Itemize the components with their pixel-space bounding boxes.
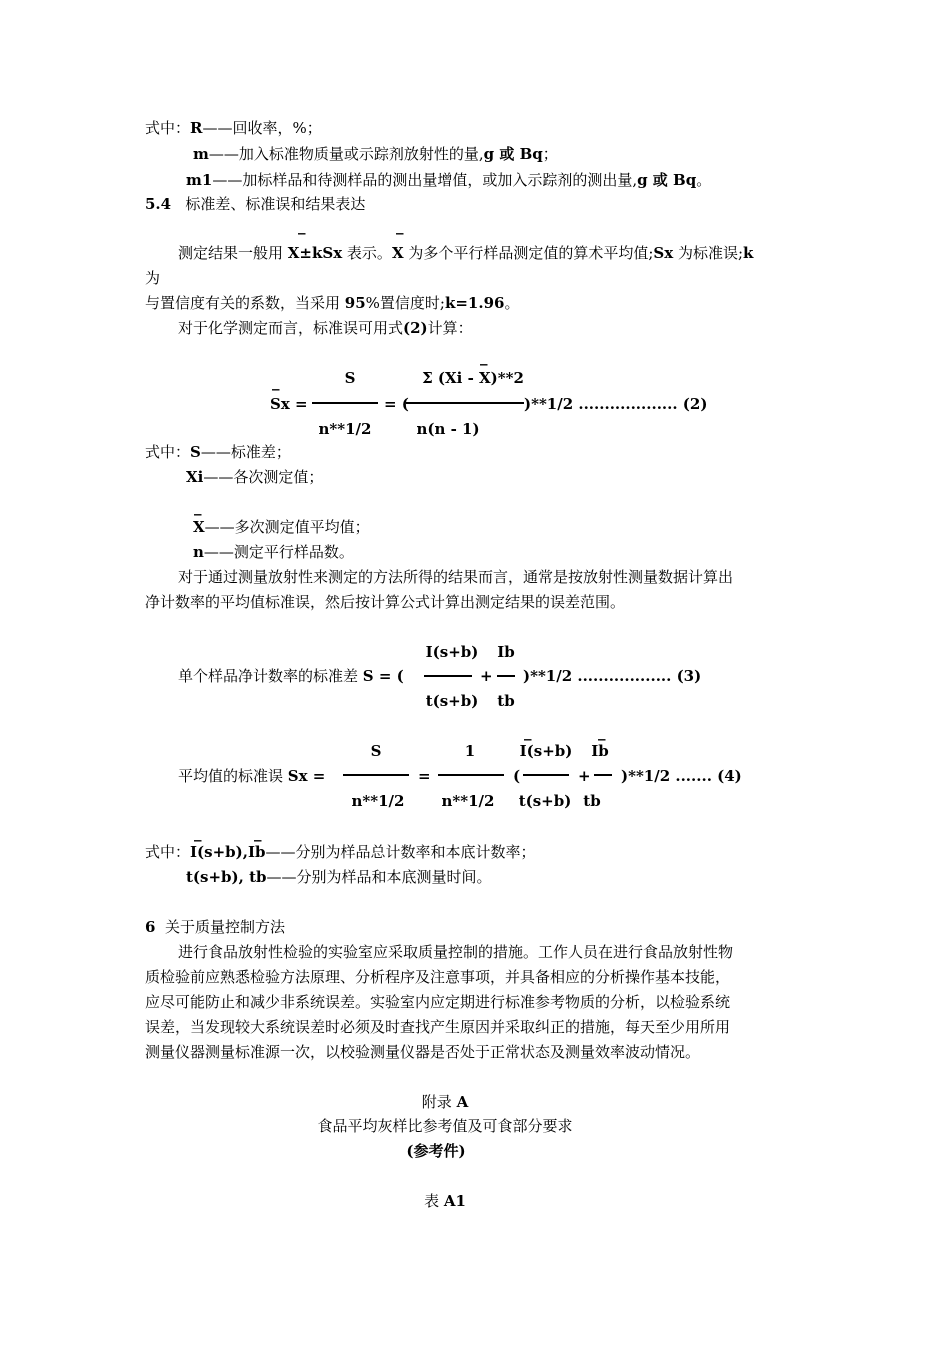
eq4-denominator-2: n**1/2 [441, 792, 495, 810]
eq3-denominator-1: t(s+b) [425, 692, 479, 710]
overline-ib: _ [598, 723, 606, 741]
fraction-bar [406, 402, 524, 404]
eq4-numerator-3: I(s+b) [519, 742, 573, 760]
overline-x: _ [298, 217, 306, 235]
overline-i: _ [524, 723, 532, 741]
fraction-bar [312, 402, 378, 404]
fraction-bar [497, 675, 515, 677]
eq3-label: 单个样品净计数率的标准差 S = ( [178, 667, 404, 685]
section-6-line3: 应尽可能防止和减少非系统误差。实验室内应定期进行标准参考物质的分析，以检验系统 [145, 993, 731, 1011]
def-line-m1: m1——加标样品和待测样品的测出量增值，或加入示踪剂的测出量,g 或 Bq。 [186, 171, 712, 189]
where-x-mean: X——多次测定值平均值； [193, 518, 370, 536]
fraction-bar [523, 774, 569, 776]
appendix-title: 附录 A [421, 1093, 469, 1111]
paragraph-continuation: 为 [145, 269, 161, 287]
eq2-equals: = ( [384, 395, 409, 413]
eq4-denominator-3: t(s+b) [518, 792, 572, 810]
eq4-denominator-4: tb [583, 792, 601, 810]
eq4-tail: )**1/2 ....... (4) [621, 767, 742, 785]
where-xi: Xi——各次测定值； [186, 468, 324, 486]
eq4-denominator-1: n**1/2 [351, 792, 405, 810]
eq3-numerator-2: Ib [497, 643, 515, 661]
eq4-numerator-2: 1 [464, 742, 476, 760]
fraction-bar [438, 774, 504, 776]
fraction-bar [594, 774, 612, 776]
section-6-line1: 进行食品放射性检验的实验室应采取质量控制的措施。工作人员在进行食品放射性物 [178, 943, 734, 961]
eq2-numerator-1: S [344, 369, 356, 387]
eq3-denominator-2: tb [497, 692, 515, 710]
paragraph-result-expression: 测定结果一般用 X±kSx 表示。X 为多个平行样品测定值的算术平均值;Sx 为标准误;k [178, 244, 754, 262]
eq2-denominator-1: n**1/2 [318, 420, 372, 438]
fraction-bar [343, 774, 409, 776]
overline-sx: _ [272, 373, 280, 391]
paragraph-formula-intro: 对于化学测定而言，标准误可用式(2)计算： [178, 319, 473, 337]
paragraph-confidence: 与置信度有关的系数，当采用 95%置信度时;k=1.96。 [145, 294, 520, 312]
overline-x: _ [396, 217, 404, 235]
where-times: t(s+b), tb——分别为样品和本底测量时间。 [186, 868, 492, 886]
def-line-r: 式中：R——回收率，%； [145, 119, 322, 137]
def-line-m: m——加入标准物质量或示踪剂放射性的量,g 或 Bq； [193, 145, 558, 163]
section-5-4-heading: 5.4 标准差、标准误和结果表达 [145, 195, 366, 213]
eq3-plus: + [480, 667, 493, 685]
eq4-equals: = [418, 767, 431, 785]
eq2-numerator-2: Σ (Xi - X)**2 [422, 369, 524, 387]
where-count-rates: 式中：I(s+b),Ib——分别为样品总计数率和本底计数率； [145, 843, 536, 861]
eq2-tail: )**1/2 ................... (2) [524, 395, 708, 413]
where-n: n——测定平行样品数。 [193, 543, 354, 561]
appendix-subtitle: 食品平均灰样比参考值及可食部分要求 [317, 1117, 573, 1135]
section-6-line2: 质检验前应熟悉检验方法原理、分析程序及注意事项，并具备相应的分析操作基本技能， [145, 968, 731, 986]
table-caption: 表 A1 [424, 1192, 466, 1210]
section-6-line4: 误差，当发现较大系统误差时必须及时查找产生原因并采取纠正的措施，每天至少用所用 [145, 1018, 731, 1036]
eq4-open-paren: ( [513, 767, 521, 785]
where-s: 式中：S——标准差； [145, 443, 291, 461]
overline-x: _ [480, 348, 488, 366]
eq4-plus: + [578, 767, 591, 785]
overline-ib: _ [254, 824, 262, 842]
eq4-label: 平均值的标准误 Sx = [178, 767, 326, 785]
eq2-lhs: Sx = [270, 395, 308, 413]
eq3-numerator-1: I(s+b) [425, 643, 479, 661]
eq4-numerator-4: Ib [591, 742, 609, 760]
appendix-note: (参考件) [406, 1142, 466, 1160]
fraction-bar [424, 675, 472, 677]
overline-x: _ [194, 498, 202, 516]
eq2-denominator-2: n(n - 1) [416, 420, 480, 438]
section-6-line5: 测量仪器测量标准源一次，以校验测量仪器是否处于正常状态及测量效率波动情况。 [145, 1043, 701, 1061]
section-6-heading: 6 关于质量控制方法 [145, 918, 285, 936]
eq4-numerator-1: S [370, 742, 382, 760]
overline-i: _ [194, 824, 202, 842]
paragraph-radioactivity-line2: 净计数率的平均值标准误，然后按计算公式计算出测定结果的误差范围。 [145, 593, 626, 611]
paragraph-radioactivity-line1: 对于通过测量放射性来测定的方法所得的结果而言，通常是按放射性测量数据计算出 [178, 568, 734, 586]
eq3-tail: )**1/2 .................. (3) [523, 667, 702, 685]
